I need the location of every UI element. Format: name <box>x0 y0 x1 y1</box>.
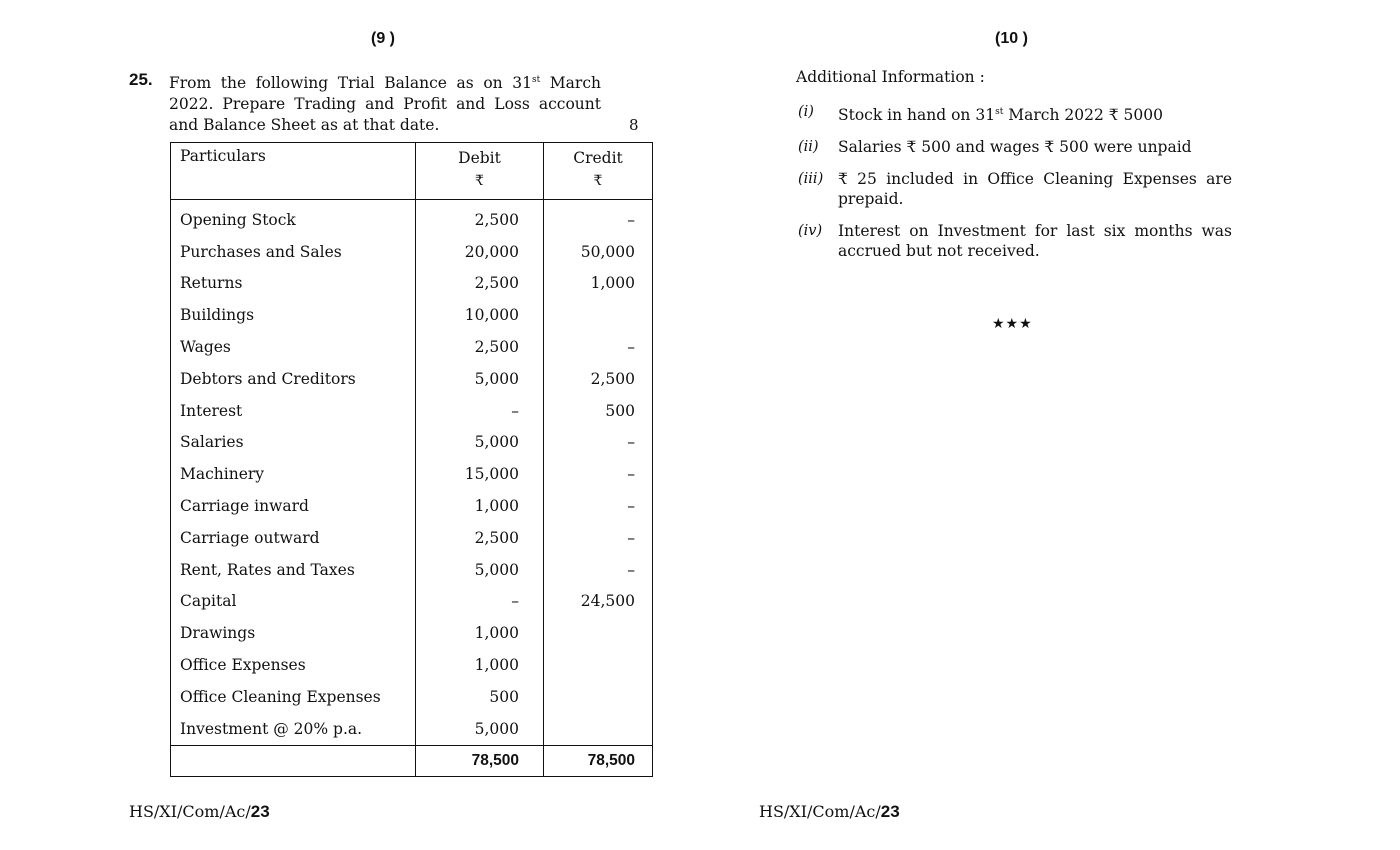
row-credit: – <box>544 200 653 236</box>
table-row <box>171 458 653 490</box>
row-credit: – <box>544 490 653 522</box>
row-credit: – <box>544 522 653 554</box>
row-debit: 1,000 <box>416 617 544 649</box>
table-row <box>171 649 653 681</box>
row-debit: 5,000 <box>416 427 544 459</box>
row-debit: 2,500 <box>416 268 544 300</box>
left-page-number: (9 ) <box>371 30 395 47</box>
row-credit: 2,500 <box>544 363 653 395</box>
row-credit <box>544 617 653 649</box>
table-row <box>171 236 653 268</box>
row-particulars: Buildings <box>171 299 416 331</box>
row-particulars: Debtors and Creditors <box>171 363 416 395</box>
row-credit: – <box>544 331 653 363</box>
info-item: (iv) Interest on Investment for last six months was accrued but not received. <box>798 222 1232 261</box>
total-credit: 78,500 <box>544 745 653 776</box>
info-item: (ii) Salaries ₹ 500 and wages ₹ 500 were unpaid <box>798 138 1192 157</box>
row-particulars: Returns <box>171 268 416 300</box>
row-debit: 500 <box>416 681 544 713</box>
row-credit <box>544 299 653 331</box>
row-credit <box>544 713 653 745</box>
row-particulars: Wages <box>171 331 416 363</box>
row-particulars: Salaries <box>171 427 416 459</box>
row-debit: 5,000 <box>416 554 544 586</box>
left-footer-code: HS/XI/Com/Ac/23 <box>129 802 270 821</box>
table-row <box>171 427 653 459</box>
row-credit: – <box>544 458 653 490</box>
table-row <box>171 268 653 300</box>
table-row <box>171 522 653 554</box>
row-particulars: Capital <box>171 586 416 618</box>
row-particulars: Interest <box>171 395 416 427</box>
row-debit: – <box>416 586 544 618</box>
row-debit: 1,000 <box>416 649 544 681</box>
additional-info-title: Additional Information : <box>796 68 985 86</box>
row-particulars: Office Expenses <box>171 649 416 681</box>
row-credit: 500 <box>544 395 653 427</box>
row-particulars: Office Cleaning Expenses <box>171 681 416 713</box>
row-credit <box>544 681 653 713</box>
table-row <box>171 554 653 586</box>
table-header-row <box>171 143 653 200</box>
table-total-row <box>171 745 653 776</box>
row-particulars: Rent, Rates and Taxes <box>171 554 416 586</box>
row-credit: 24,500 <box>544 586 653 618</box>
row-credit: 50,000 <box>544 236 653 268</box>
row-debit: 20,000 <box>416 236 544 268</box>
table-row <box>171 490 653 522</box>
row-particulars: Carriage outward <box>171 522 416 554</box>
row-debit: 10,000 <box>416 299 544 331</box>
end-stars: ★★★ <box>992 316 1033 332</box>
row-debit: 2,500 <box>416 331 544 363</box>
row-particulars: Opening Stock <box>171 200 416 236</box>
right-page-number: (10 ) <box>995 30 1028 47</box>
row-credit: – <box>544 427 653 459</box>
row-particulars: Investment @ 20% p.a. <box>171 713 416 745</box>
row-debit: 2,500 <box>416 522 544 554</box>
question-text: From the following Trial Balance as on 31st March 2022. Prepare Trading and Profit and Loss account and Balance Sheet as at that date. <box>169 74 601 135</box>
row-debit: 5,000 <box>416 363 544 395</box>
trial-balance-table <box>170 142 653 777</box>
row-debit: 1,000 <box>416 490 544 522</box>
row-debit: 15,000 <box>416 458 544 490</box>
total-debit: 78,500 <box>416 745 544 776</box>
question-number: 25. <box>129 70 153 89</box>
rupee-symbol: ₹ <box>475 173 484 189</box>
table-row <box>171 713 653 745</box>
row-debit: – <box>416 395 544 427</box>
row-credit: – <box>544 554 653 586</box>
row-credit: 1,000 <box>544 268 653 300</box>
table-row <box>171 681 653 713</box>
header-credit: Credit ₹ <box>544 143 653 200</box>
table-row <box>171 200 653 236</box>
right-footer-code: HS/XI/Com/Ac/23 <box>759 802 900 821</box>
table-row <box>171 363 653 395</box>
info-item: (i) Stock in hand on 31st March 2022 ₹ 5000 <box>798 104 1163 125</box>
table-row <box>171 395 653 427</box>
row-particulars: Carriage inward <box>171 490 416 522</box>
question-marks: 8 <box>629 116 639 134</box>
table-row <box>171 586 653 618</box>
row-debit: 2,500 <box>416 200 544 236</box>
row-debit: 5,000 <box>416 713 544 745</box>
rupee-symbol: ₹ <box>593 173 603 189</box>
row-particulars: Drawings <box>171 617 416 649</box>
info-item: (iii) ₹ 25 included in Office Cleaning Expenses are prepaid. <box>798 170 1232 209</box>
header-particulars: Particulars <box>171 143 416 200</box>
table-row <box>171 617 653 649</box>
additional-info-list <box>798 102 1232 273</box>
header-debit: Debit ₹ <box>416 143 544 200</box>
row-credit <box>544 649 653 681</box>
row-particulars: Machinery <box>171 458 416 490</box>
row-particulars: Purchases and Sales <box>171 236 416 268</box>
table-row <box>171 299 653 331</box>
table-row <box>171 331 653 363</box>
